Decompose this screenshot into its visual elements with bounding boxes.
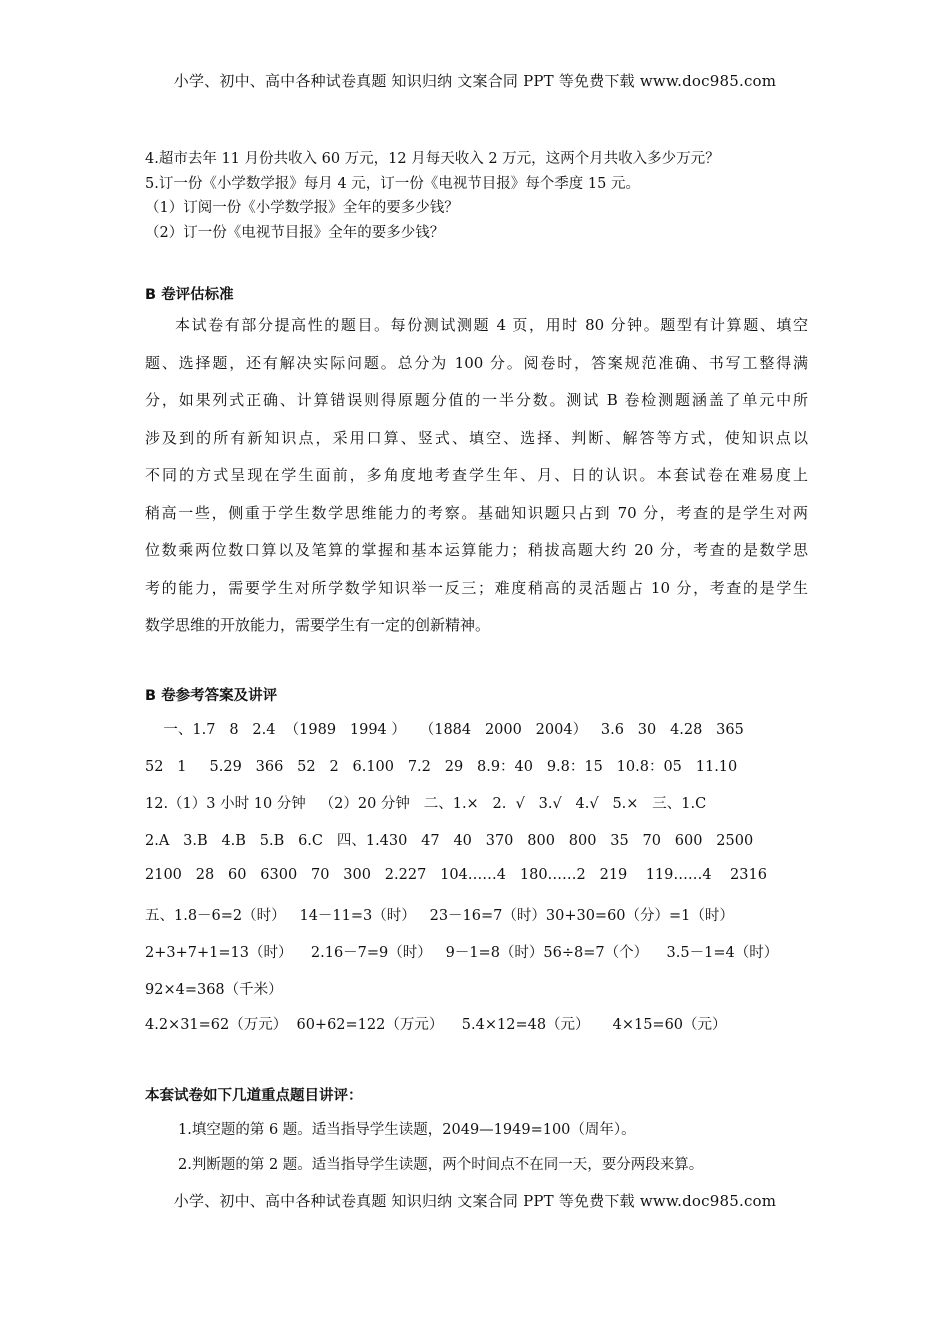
evaluation-line: 考的能力，需要学生对所学数学知识举一反三；难度稍高的灵活题占 10 分，考查的是学生 [145, 578, 808, 597]
key-point-2: 2.判断题的第 2 题。适当指导学生读题，两个时间点不在同一天，要分两段来算。 [178, 1157, 704, 1173]
evaluation-line: 不同的方式呈现在学生面前，多角度地考查学生年、月、日的认识。本套试卷在难易度上 [145, 466, 808, 484]
answer-line: 一、1.7 8 2.4 （1989 1994 ） （1884 2000 2004） 3.6 30 4.28 365 [145, 722, 744, 738]
question-5-part-2: （2）订一份《电视节目报》全年的要多少钱？ [145, 225, 445, 241]
answer-line: 五、1.8－6=2（时） 14－11=3（时） 23－16=7（时）30+30=60（分）=1（时） [145, 908, 734, 924]
evaluation-line: 数学思维的开放能力，需要学生有一定的创新精神。 [145, 616, 491, 634]
page-footer: 小学、初中、高中各种试卷真题 知识归纳 文案合同 PPT 等免费下载 www.doc985.com [173, 1192, 777, 1210]
evaluation-line: 题、选择题，还有解决实际问题。总分为 100 分。阅卷时，答案规范准确、书写工整得满 [145, 353, 808, 372]
evaluation-line: 稍高一些，侧重于学生数学思维能力的考察。基础知识题只占到 70 分，考查的是学生对两 [145, 503, 808, 522]
key-point-1: 1.填空题的第 6 题。适当指导学生读题，2049—1949=100（周年）。 [178, 1122, 636, 1138]
answer-line: 2+3+7+1=13（时） 2.16－7=9（时） 9－1=8（时）56÷8=7（个） 3.5－1=4（时） [145, 945, 779, 961]
page-header: 小学、初中、高中各种试卷真题 知识归纳 文案合同 PPT 等免费下载 www.doc985.com [173, 72, 777, 90]
answer-line: 2100 28 60 6300 70 300 2.227 104……4 180……2 219 119……4 2316 [145, 867, 767, 883]
evaluation-title: B 卷评估标准 [145, 287, 234, 303]
answer-line: 52 1 5.29 366 52 2 6.100 7.2 29 8.9：40 9.8：15 10.8：05 11.10 [145, 759, 738, 775]
answer-line: 92×4=368（千米） [145, 982, 283, 998]
answer-line: 12.（1）3 小时 10 分钟 （2）20 分钟 二、1.× 2. √ 3.√ 4.√ 5.× 三、1.C [145, 796, 707, 812]
evaluation-line: 分，如果列式正确、计算错误则得原题分值的一半分数。测试 B 卷检测题涵盖了单元中所 [145, 391, 808, 409]
evaluation-line: 本试卷有部分提高性的题目。每份测试测题 4 页，用时 80 分钟。题型有计算题、填空 [175, 316, 808, 334]
question-5: 5.订一份《小学数学报》每月 4 元，订一份《电视节目报》每个季度 15 元。 [145, 176, 640, 192]
key-points-title: 本套试卷如下几道重点题目讲评： [145, 1088, 363, 1104]
evaluation-paragraph [145, 307, 808, 645]
answer-line: 4.2×31=62（万元） 60+62=122（万元） 5.4×12=48（元） 4×15=60（元） [145, 1017, 727, 1033]
evaluation-line: 涉及到的所有新知识点，采用口算、竖式、填空、选择、判断、解答等方式，使知识点以 [145, 428, 808, 447]
evaluation-line: 位数乘两位数口算以及笔算的掌握和基本运算能力；稍拔高题大约 20 分，考查的是数学思 [145, 541, 808, 559]
question-4: 4.超市去年 11 月份共收入 60 万元，12 月每天收入 2 万元，这两个月共收入多少万元？ [145, 151, 720, 167]
question-5-part-1: （1）订阅一份《小学数学报》全年的要多少钱？ [145, 200, 459, 216]
answers-title: B 卷参考答案及讲评 [145, 688, 278, 704]
answer-line: 2.A 3.B 4.B 5.B 6.C 四、1.430 47 40 370 800 800 35 70 600 2500 [145, 833, 754, 849]
